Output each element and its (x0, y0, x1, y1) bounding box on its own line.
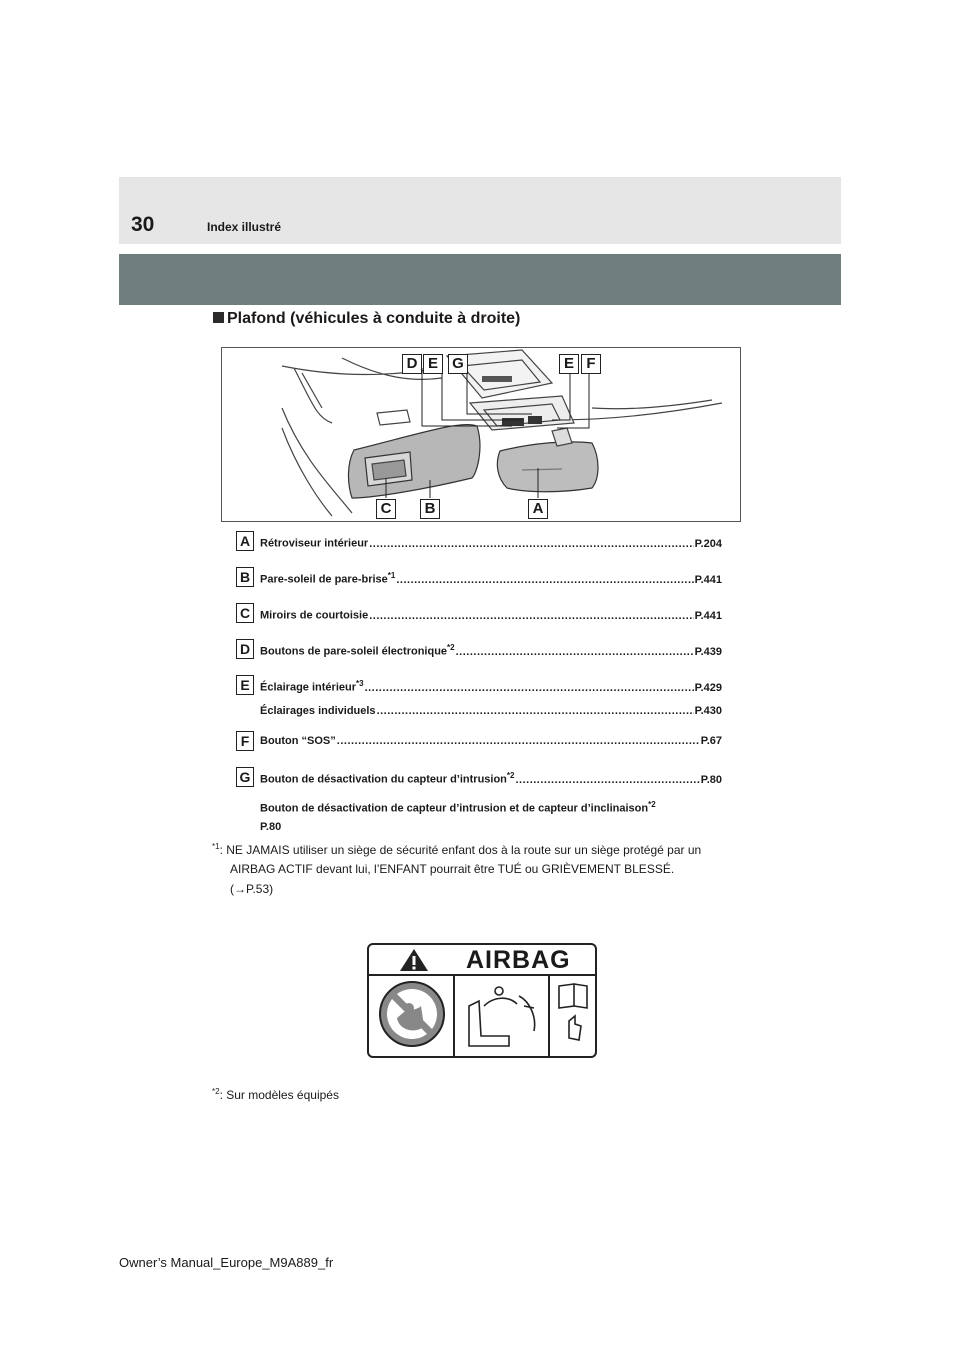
page-heading (213, 310, 520, 328)
item-row: Pare-soleil de pare-brise$^{*1}$ ..... P.441 (260, 571, 722, 586)
note-1-line-1: $^{*1}$: NE JAMAIS utiliser un siège de sécurité enfant dos à la route sur un siège protégé par un (212, 842, 702, 857)
callout-b: B (420, 499, 440, 519)
item-row: Miroirs de courtoisie ..... P.441 (260, 607, 722, 622)
callout-e-right: E (559, 354, 579, 374)
page-number: 30 (131, 213, 155, 236)
callout-e-left: E (423, 354, 443, 374)
header-band (119, 254, 841, 305)
heading-text: Plafond (véhicules à conduite à droite) (227, 310, 521, 327)
item-row: Rétroviseur intérieur ..... P.204 (260, 535, 722, 550)
item-row: Éclairages individuels ..... P.430 (260, 705, 722, 717)
note-1-line-2: AIRBAG ACTIF devant lui, l’ENFANT pourrait être TUÉ ou GRIÈVEMENT BLESSÉ. (230, 862, 675, 876)
callout-d: D (402, 354, 422, 374)
callout-c: C (376, 499, 396, 519)
warning-triangle-icon (399, 948, 429, 972)
ceiling-illustration (221, 347, 741, 522)
section-title: Index illustré (207, 220, 282, 234)
no-rear-facing-seat-icon (380, 982, 444, 1046)
item-row: Bouton de désactivation du capteur d’intrusion$^{*2}$ ..... P.80 (260, 771, 722, 786)
callout-a: A (528, 499, 548, 519)
note-1-line-3: (→P.53) (230, 882, 274, 896)
airbag-warning-label (367, 943, 597, 1058)
item-row: Boutons de pare-soleil électronique$^{*2}$ ..... P.439 (260, 643, 722, 658)
footer-manual-id: Owner’s Manual_Europe_M9A889_fr (119, 1255, 334, 1270)
manual-book-icon (559, 984, 587, 1040)
item-row: Éclairage intérieur$^{*3}$ ..... P.429 (260, 679, 722, 694)
callout-g: G (448, 354, 468, 374)
square-bullet-icon (213, 312, 224, 323)
airbag-pictograms (369, 976, 595, 1056)
ceiling-drawing (222, 348, 740, 521)
airbag-word: AIRBAG (466, 946, 571, 974)
item-row: Bouton “SOS” ..... P.67 (260, 735, 722, 747)
item-extra-text: Bouton de désactivation de capteur d’intrusion et de capteur d’inclinaison$^{*2}$ (260, 800, 656, 815)
note-2: $^{*2}$: Sur modèles équipés (212, 1087, 339, 1102)
airbag-seat-icon (469, 987, 535, 1046)
callout-f: F (581, 354, 601, 374)
item-extra-page: P.80 (260, 821, 282, 833)
